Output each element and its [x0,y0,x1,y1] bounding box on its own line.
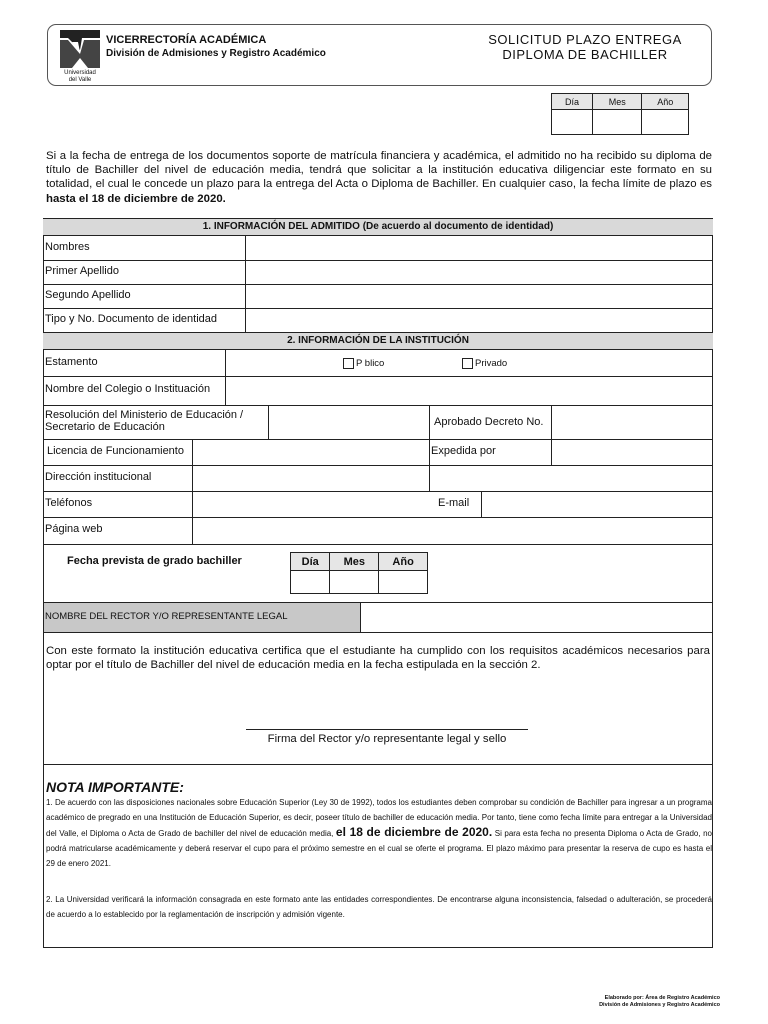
email-input[interactable] [482,492,712,517]
form-title-line2: DIPLOMA DE BACHILLER [502,47,668,62]
rector-name-label: NOMBRE DEL RECTOR Y/O REPRESENTANTE LEGAL [45,611,288,622]
primer-apellido-input[interactable] [246,261,712,284]
option-publico[interactable]: P blico [343,358,384,369]
segundo-apellido-input[interactable] [246,285,712,308]
note-2: 2. La Universidad verificará la información consagrada en este formato ante las entidades correspondientes. De encontrarse alguna inconsistencia, falsedad o adulteración, se procederá de acuerdo a lo establecido por la reglamentación de inscripción y admisión vigente. [46,895,712,919]
section1-title: 1. INFORMACIÓN DEL ADMITIDO (De acuerdo al documento de identidad) [43,218,713,236]
address-label: Dirección institucional [45,471,152,483]
grad-day-field[interactable] [291,571,330,594]
privado-checkbox[interactable] [462,358,473,369]
field-primer-apellido-label: Primer Apellido [45,265,119,277]
note-1-deadline: el 18 de diciembre de 2020. [335,825,493,839]
approved-decree-input[interactable] [552,406,712,439]
date-month-header: Mes [593,94,642,110]
certification-text: Con este formato la institución educativa certifica que el estudiante ha cumplido con los requisitos académicos necesarios para optar por el título de Bachiller del nivel de educación media en la fecha estipulada en la sección 2. [46,645,710,672]
institution-title: VICERRECTORÍA ACADÉMICA [106,34,267,46]
publico-checkbox[interactable] [343,358,354,369]
note-1: 1. De acuerdo con las disposiciones nacionales sobre Educación Superior (Ley 30 de 1992), todos los estudiantes deben comprobar su condición de Bachiller para ingresar a un programa académico de pregrado en una Institución de Educación Superior, es decir, poseer título de bachiller de educación media. Por tanto, tiene como fecha límite para entregar a la Universidad del Valle, el Diploma o Acta de Grado de bachiller del nivel de educación media, el 18 de diciembre de 2020. Si para esta fecha no presenta Diploma o Acta de Grado, no podrá matricularse académicamente y deberá reservar el cupo para el próximo semestre en el cual se oferte el programa. El plazo máximo para presentar la reserva de cupo es hasta el 29 de enero 2021. [46,798,712,868]
school-name-label: Nombre del Colegio o Instituación [45,383,211,395]
field-documento-label: Tipo y No. Documento de identidad [45,313,218,325]
phones-label: Teléfonos [45,497,93,509]
field-nombres-label: Nombres [45,241,90,253]
estamento-label: Estamento [45,356,98,368]
resolution-label: Resolución del Ministerio de Educación / Secretario de Educación [45,409,244,433]
division-title: División de Admisiones y Registro Académico [106,48,326,59]
signature-line[interactable] [246,729,528,730]
field-segundo-apellido-label: Segundo Apellido [45,289,131,301]
license-label: Licencia de Funcionamiento [47,445,184,457]
license-input[interactable] [193,440,429,465]
footer-credits: Elaborado por: Área de Registro Académico División de Admisiones y Registro Académico [599,995,720,1008]
grad-month-field[interactable] [330,571,379,594]
form-title-line1: SOLICITUD PLAZO ENTREGA [488,32,682,47]
grad-year-header: Año [379,553,428,571]
grad-month-header: Mes [330,553,379,571]
issued-by-label: Expedida por [431,445,496,457]
graduation-date-label: Fecha prevista de grado bachiller [67,555,242,567]
phones-input[interactable] [193,492,429,517]
intro-deadline: hasta el 18 de diciembre de 2020. [46,192,226,205]
intro-paragraph: Si a la fecha de entrega de los documentos soporte de matrícula financiera y académica, el admitido no ha recibido su diploma de título de Bachiller del nivel de educación media, tendrá que solicitar a la institución educativa diligenciar este formato en su totalidad, el cual le concede un plazo para la entrega del Acta o Diploma de Bachiller. En cualquier caso, la fecha límite de plazo es hasta el 18 de diciembre de 2020. [46,150,712,205]
address-input[interactable] [193,466,712,491]
date-month-field[interactable] [593,110,642,135]
resolution-input[interactable] [269,406,429,439]
date-year-header: Año [642,94,689,110]
date-year-field[interactable] [642,110,689,135]
school-name-input[interactable] [226,377,712,405]
issued-by-input[interactable] [552,440,712,465]
email-label: E-mail [438,497,470,509]
graduation-date-table [290,552,428,594]
website-input[interactable] [193,518,712,544]
important-note-title: NOTA IMPORTANTE: [46,779,184,795]
signature-label: Firma del Rector y/o representante legal y sello [267,733,507,745]
nombres-input[interactable] [246,237,712,260]
rector-name-input[interactable] [362,603,712,632]
section2-title: 2. INFORMACIÓN DE LA INSTITUCIÓN [43,332,713,350]
date-day-header: Día [552,94,593,110]
request-date-table [551,93,689,135]
date-day-field[interactable] [552,110,593,135]
logo-caption: Universidad del Valle [64,70,96,83]
grad-day-header: Día [291,553,330,571]
option-privado[interactable]: Privado [462,358,507,369]
documento-input[interactable] [246,309,712,332]
approved-decree-label: Aprobado Decreto No. [434,416,544,428]
website-label: Página web [45,523,103,535]
grad-year-field[interactable] [379,571,428,594]
